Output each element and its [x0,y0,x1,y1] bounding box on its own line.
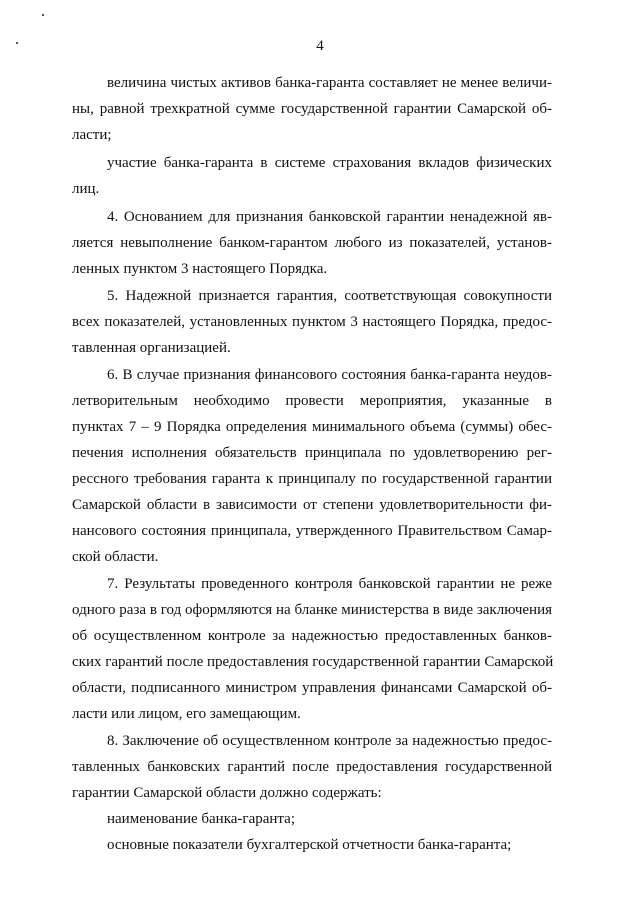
text-line: ленных пунктом 3 настоящего Порядка. [72,261,328,277]
text-line: ласти или лицом, его замещающим. [72,706,301,722]
text-line: 8. Заключение об осуществленном контроле за надежностью предос- [107,733,552,749]
text-line: лиц. [72,181,100,197]
text-line: тавленная организацией. [72,340,231,356]
text-line: величина чистых активов банка-гаранта составляет не менее величи- [107,75,552,91]
text-line: пунктах 7 – 9 Порядка определения минимального объема (суммы) обес- [72,419,552,435]
text-line: участие банка-гаранта в системе страхования вкладов физических [107,155,552,171]
text-line: рессного требования гаранта к принципалу по государственной гарантии [72,471,552,487]
text-line: 5. Надежной признается гарантия, соответствующая совокупности [107,288,552,304]
text-line: области, подписанного министром управления финансами Самарской об- [72,680,552,696]
text-line: Самарской области в зависимости от степени удовлетворительности фи- [72,497,552,513]
text-line: основные показатели бухгалтерской отчетности банка-гаранта; [107,837,512,853]
text-line: ских гарантий после предоставления государственной гарантии Самарской [72,654,554,670]
text-line: ны, равной трехкратной сумме государственной гарантии Самарской об- [72,101,552,117]
text-line: 7. Результаты проведенного контроля банковской гарантии не реже [107,576,552,592]
text-line: об осуществленном контроле за надежностью предоставленных банков- [72,628,552,644]
text-line: нансового состояния принципала, утвержденного Правительством Самар- [72,523,552,539]
text-line: тавленных банковских гарантий после предоставления государственной [72,759,552,775]
text-line: одного раза в год оформляются на бланке министерства в виде заключения [72,602,552,618]
text-line: летворительным необходимо провести мероприятия, указанные в [72,393,552,409]
text-line: ласти; [72,127,112,143]
text-line: наименование банка-гаранта; [107,811,295,827]
scan-speck [42,14,44,16]
text-line: всех показателей, установленных пунктом 3 настоящего Порядка, предос- [72,314,552,330]
text-line: гарантии Самарской области должно содержать: [72,785,382,801]
text-line: ской области. [72,549,159,565]
text-line: 4. Основанием для признания банковской гарантии ненадежной яв- [107,209,552,225]
text-line: печения исполнения обязательств принципала по удовлетворению рег- [72,445,552,461]
page-number: 4 [316,38,324,54]
text-line: 6. В случае признания финансового состояния банка-гаранта неудов- [107,367,552,383]
text-line: ляется невыполнение банком-гарантом любого из показателей, установ- [72,235,552,251]
